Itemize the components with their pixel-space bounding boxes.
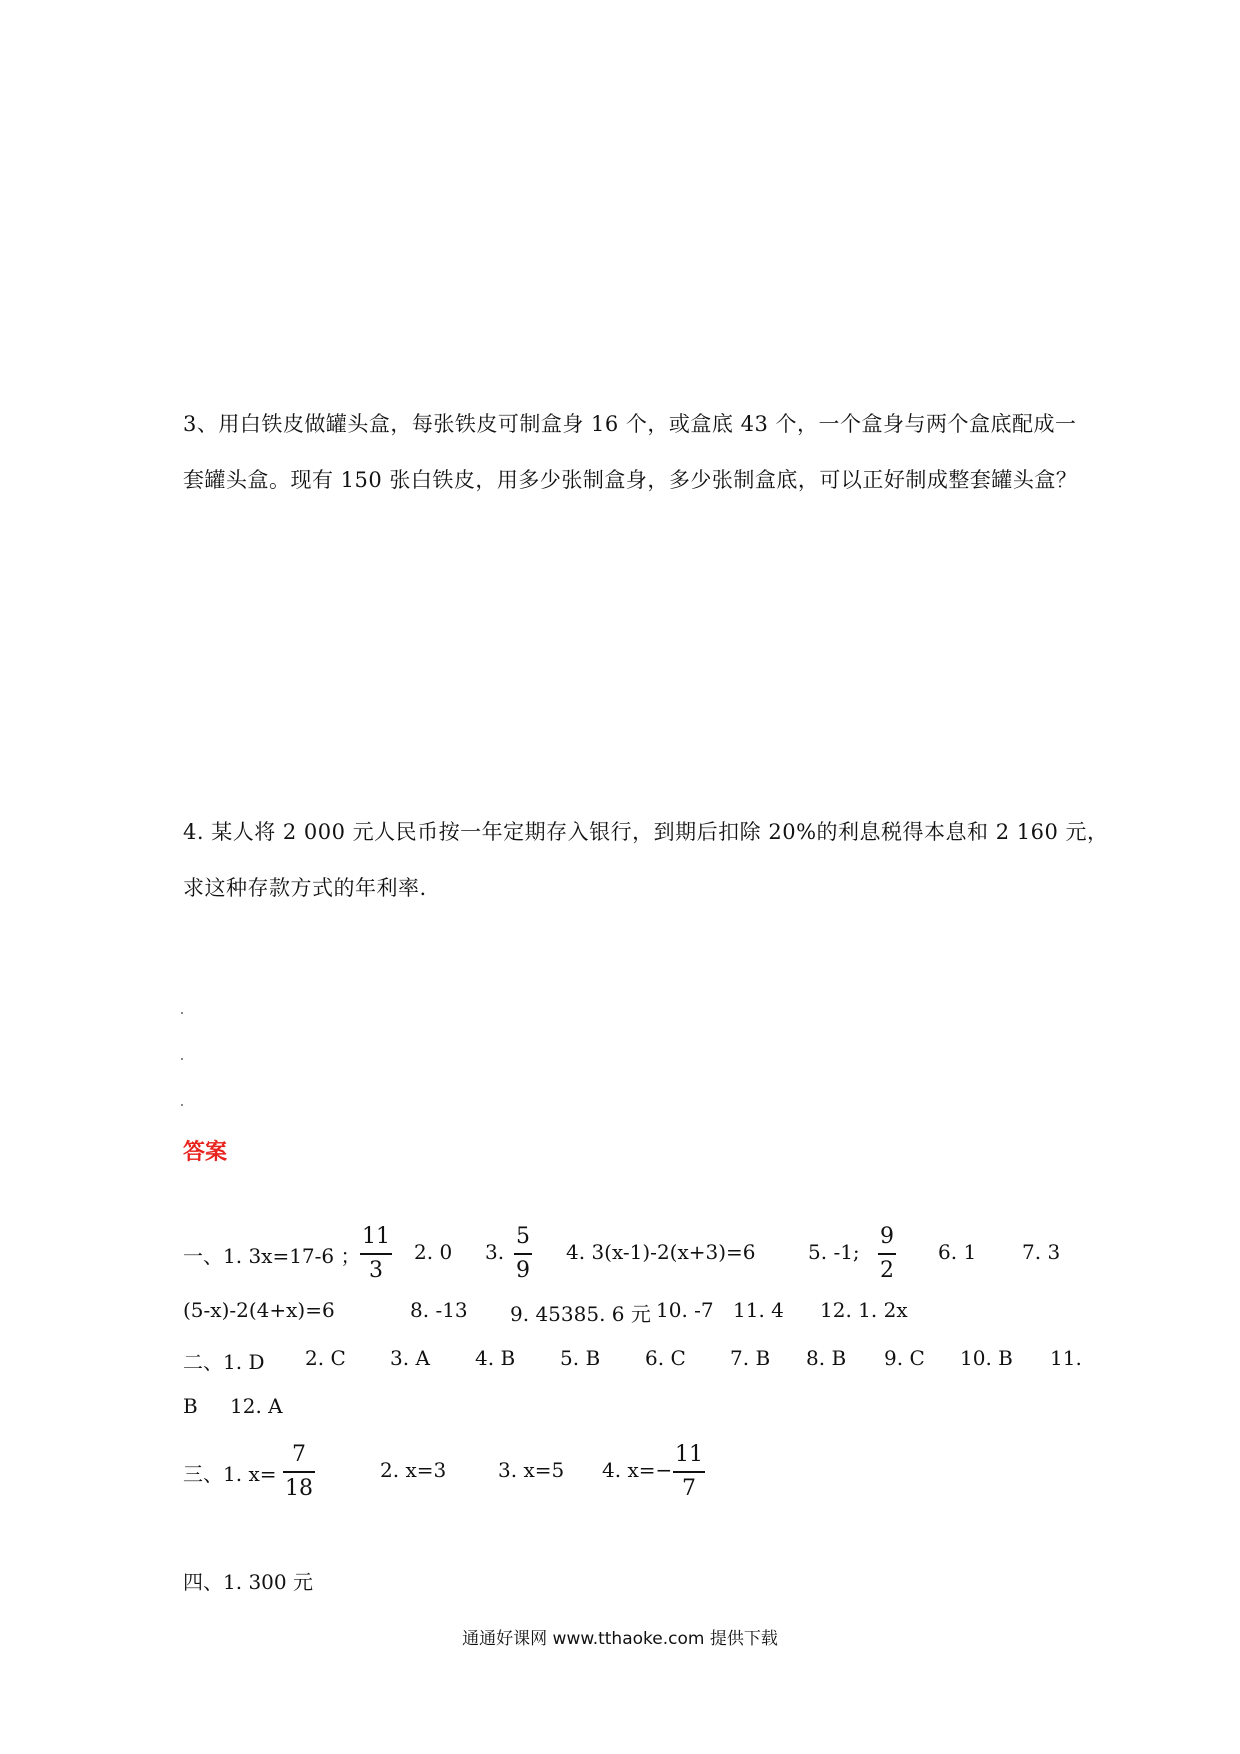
fraction-numerator: 11 bbox=[362, 1224, 390, 1249]
fraction-bar bbox=[514, 1253, 532, 1255]
question-4 bbox=[183, 804, 1109, 916]
answer-1-5: 5. -1; bbox=[808, 1240, 860, 1264]
answer-1-4: 4. 3(x-1)-2(x+3)=6 bbox=[566, 1240, 756, 1264]
answer-2-7: 7. B bbox=[730, 1346, 771, 1370]
fraction-11-3 bbox=[360, 1224, 392, 1284]
question-3-line-1: 3、用白铁皮做罐头盒，每张铁皮可制盒身 16 个，或盒底 43 个，一个盒身与两个盒底配成一 bbox=[183, 412, 1077, 436]
answer-1-2: 2. 0 bbox=[414, 1240, 453, 1264]
fraction-11-7 bbox=[673, 1442, 705, 1502]
answer-1-10: 10. -7 bbox=[656, 1298, 714, 1322]
answer-2-2: 2. C bbox=[305, 1346, 346, 1370]
fraction-denominator: 3 bbox=[369, 1258, 383, 1283]
answer-4-1: 四、1. 300 元 bbox=[183, 1570, 313, 1594]
fraction-numerator: 7 bbox=[292, 1442, 306, 1467]
answer-2-3: 3. A bbox=[390, 1346, 430, 1370]
answer-3-4: 4. x=− bbox=[602, 1458, 673, 1482]
answer-2-12: 12. A bbox=[230, 1394, 283, 1418]
answer-2-4: 4. B bbox=[475, 1346, 516, 1370]
fraction-bar bbox=[878, 1253, 896, 1255]
answer-1-8: 8. -13 bbox=[410, 1298, 468, 1322]
answer-2-9: 9. C bbox=[884, 1346, 925, 1370]
fraction-numerator: 9 bbox=[880, 1224, 894, 1249]
answer-1-6: 6. 1 bbox=[938, 1240, 977, 1264]
page-footer: 通通好课网 www.tthaoke.com 提供下载 bbox=[462, 1629, 778, 1649]
stray-dot bbox=[181, 1104, 183, 1106]
answer-3-2: 2. x=3 bbox=[380, 1458, 447, 1482]
stray-dot bbox=[181, 1012, 183, 1014]
question-3-line-2: 套罐头盒。现有 150 张白铁皮，用多少张制盒身，多少张制盒底，可以正好制成整套罐头盒？ bbox=[183, 468, 1078, 492]
fraction-bar bbox=[283, 1471, 315, 1473]
fraction-denominator: 2 bbox=[880, 1258, 894, 1283]
fraction-5-9 bbox=[514, 1224, 532, 1284]
answer-2-1: 二、1. D bbox=[183, 1350, 265, 1374]
answer-1-7-continued: (5-x)-2(4+x)=6 bbox=[183, 1298, 335, 1322]
fraction-bar bbox=[360, 1253, 392, 1255]
question-4-line-1: 4. 某人将 2 000 元人民币按一年定期存入银行，到期后扣除 20%的利息税得本息和 2 160 元， bbox=[183, 820, 1109, 844]
answer-1-7: 7. 3 bbox=[1022, 1240, 1061, 1264]
fraction-denominator: 7 bbox=[682, 1476, 696, 1501]
answer-3-3: 3. x=5 bbox=[498, 1458, 565, 1482]
answer-1-3: 3. bbox=[485, 1240, 505, 1264]
answers-title: 答案 bbox=[183, 1140, 228, 1165]
answer-2-6: 6. C bbox=[645, 1346, 686, 1370]
fraction-numerator: 5 bbox=[516, 1224, 530, 1249]
answer-2-8: 8. B bbox=[806, 1346, 847, 1370]
answer-1-1: 一、1. 3x=17-6 ； bbox=[183, 1244, 361, 1268]
fraction-denominator: 9 bbox=[516, 1258, 530, 1283]
answer-1-11: 11. 4 bbox=[733, 1298, 784, 1322]
fraction-numerator: 11 bbox=[675, 1442, 703, 1467]
answer-1-12: 12. 1. 2x bbox=[820, 1298, 908, 1322]
fraction-denominator: 18 bbox=[285, 1476, 313, 1501]
fraction-bar bbox=[673, 1471, 705, 1473]
answer-3-1: 三、1. x= bbox=[183, 1462, 277, 1486]
stray-dot bbox=[181, 1058, 183, 1060]
fraction-9-2 bbox=[878, 1224, 896, 1284]
answer-2-11-continued: B bbox=[183, 1394, 198, 1418]
answer-1-9: 9. 45385. 6 元 bbox=[510, 1302, 651, 1326]
answer-2-10: 10. B bbox=[960, 1346, 1013, 1370]
question-3 bbox=[183, 396, 1077, 508]
fraction-7-18 bbox=[283, 1442, 315, 1502]
question-4-line-2: 求这种存款方式的年利率. bbox=[183, 876, 427, 900]
answer-2-11: 11. bbox=[1050, 1346, 1082, 1370]
answer-2-5: 5. B bbox=[560, 1346, 601, 1370]
